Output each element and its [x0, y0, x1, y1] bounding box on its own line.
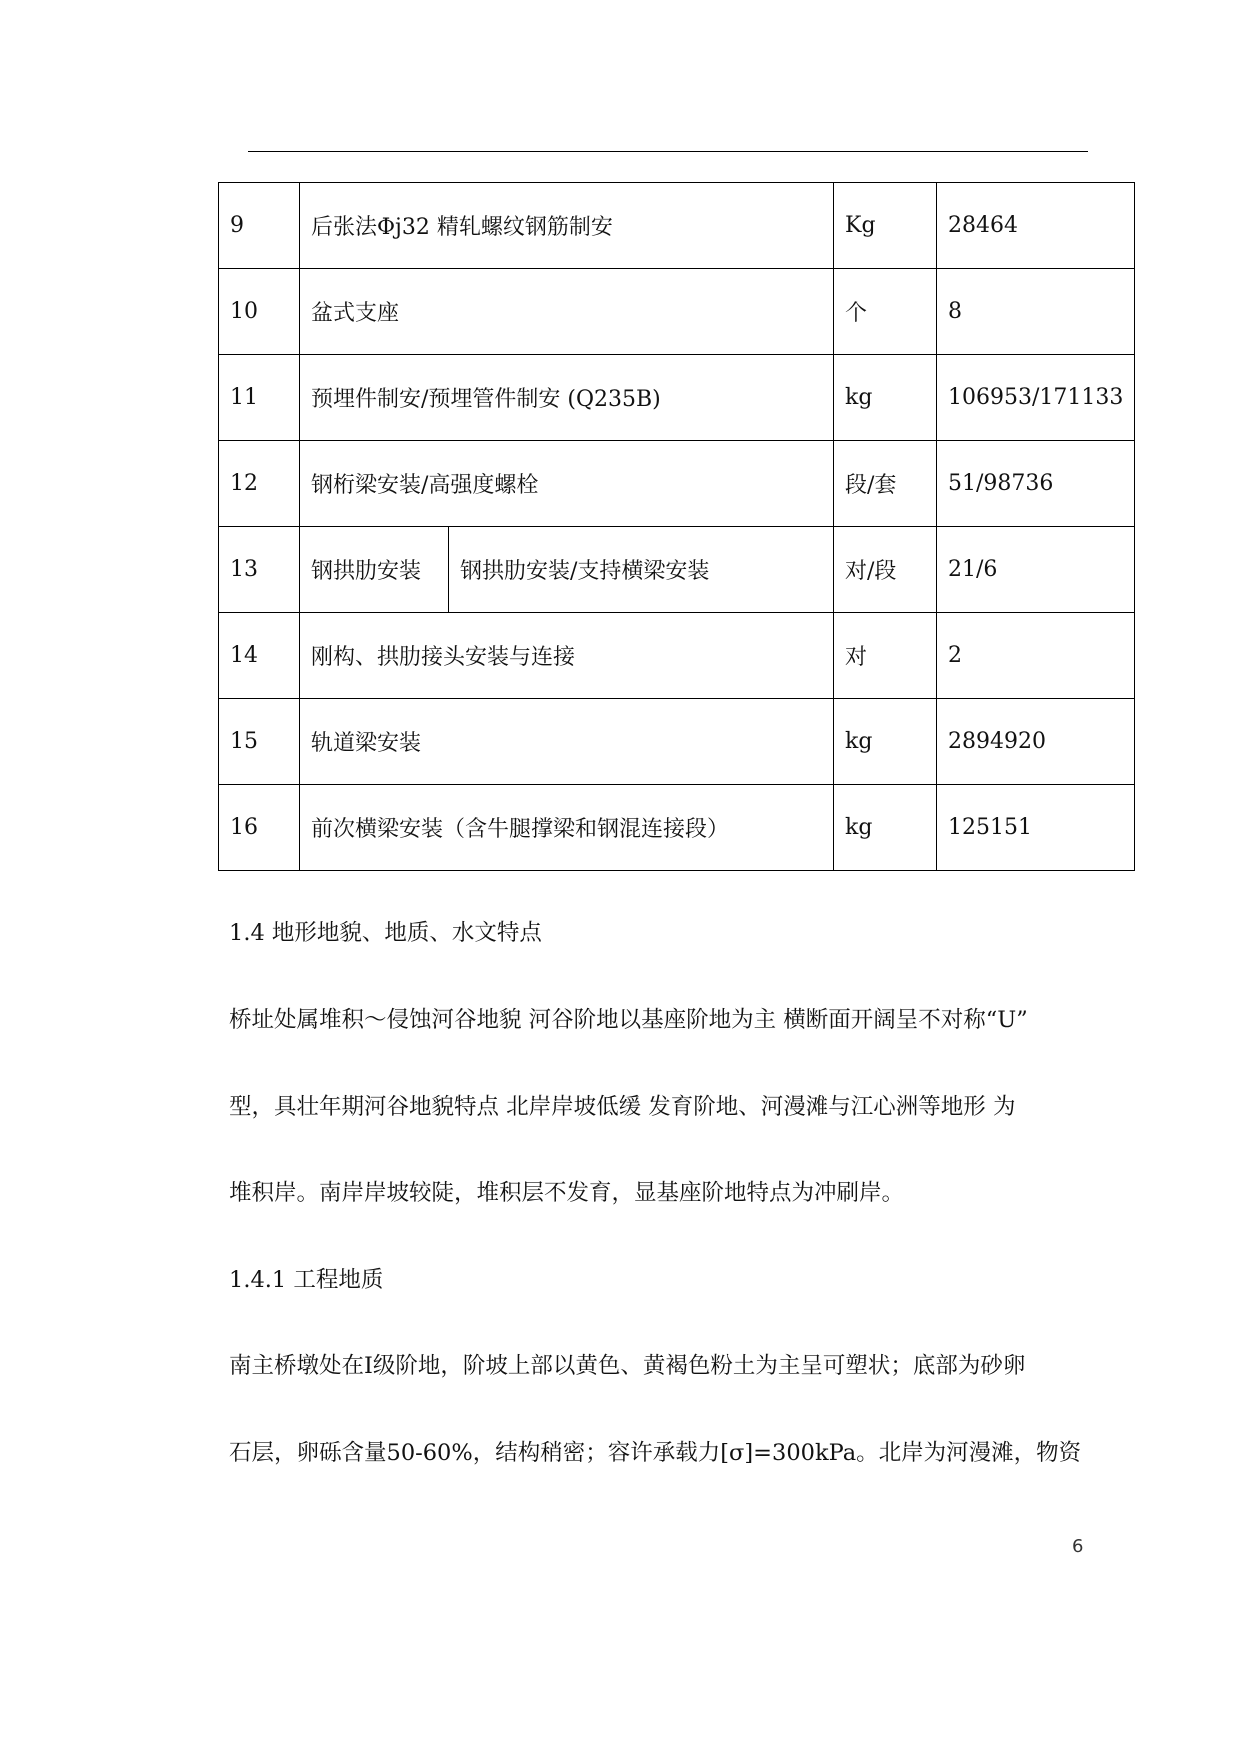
- paragraph-line: 南主桥墩处在Ⅰ级阶地，阶坡上部以黄色、黄褐色粉土为主呈可塑状；底部为砂卵: [229, 1353, 1026, 1379]
- paragraph-line: 堆积岸。南岸岸坡较陡，堆积层不发育，显基座阶地特点为冲刷岸。: [229, 1180, 905, 1206]
- header-rule: [248, 151, 1088, 152]
- table-row: [219, 785, 1135, 871]
- item-unit: kg: [834, 699, 937, 785]
- table-row: [219, 441, 1135, 527]
- item-name: 钢拱肋安装/支持横梁安装: [449, 527, 834, 613]
- row-number: 11: [219, 355, 300, 441]
- item-name: 预埋件制安/预埋管件制安 (Q235B): [300, 355, 834, 441]
- paragraph-line: 桥址处属堆积～侵蚀河谷地貌 河谷阶地以基座阶地为主 横断面开阔呈不对称“U”: [229, 1007, 1028, 1033]
- table-row: [219, 527, 1135, 613]
- item-unit: 对/段: [834, 527, 937, 613]
- quantity-table: [218, 182, 1135, 871]
- row-number: 15: [219, 699, 300, 785]
- section-heading-1-4-1: 1.4.1 工程地质: [229, 1267, 384, 1293]
- table-row: [219, 183, 1135, 269]
- row-number: 14: [219, 613, 300, 699]
- table-row: [219, 355, 1135, 441]
- item-category: 钢拱肋安装: [300, 527, 449, 613]
- item-quantity: 106953/171133: [937, 355, 1135, 441]
- item-quantity: 28464: [937, 183, 1135, 269]
- item-name: 钢桁梁安装/高强度螺栓: [300, 441, 834, 527]
- item-name: 盆式支座: [300, 269, 834, 355]
- item-quantity: 2894920: [937, 699, 1135, 785]
- row-number: 16: [219, 785, 300, 871]
- item-quantity: 125151: [937, 785, 1135, 871]
- item-unit: 段/套: [834, 441, 937, 527]
- item-name: 前次横梁安装（含牛腿撑梁和钢混连接段）: [300, 785, 834, 871]
- item-name: 后张法Φj32 精轧螺纹钢筋制安: [300, 183, 834, 269]
- paragraph-line: 石层，卵砾含量50-60%，结构稍密；容许承载力[σ]=300kPa。北岸为河漫滩，物资: [229, 1440, 1082, 1466]
- row-number: 10: [219, 269, 300, 355]
- section-heading-1-4: 1.4 地形地貌、地质、水文特点: [229, 920, 542, 946]
- item-unit: kg: [834, 355, 937, 441]
- item-unit: kg: [834, 785, 937, 871]
- row-number: 13: [219, 527, 300, 613]
- paragraph-line: 型，具壮年期河谷地貌特点 北岸岸坡低缓 发育阶地、河漫滩与江心洲等地形 为: [229, 1094, 1016, 1120]
- table-row: [219, 699, 1135, 785]
- row-number: 12: [219, 441, 300, 527]
- item-name: 刚构、拱肋接头安装与连接: [300, 613, 834, 699]
- table-row: [219, 269, 1135, 355]
- item-name: 轨道梁安装: [300, 699, 834, 785]
- item-unit: Kg: [834, 183, 937, 269]
- item-quantity: 2: [937, 613, 1135, 699]
- item-quantity: 21/6: [937, 527, 1135, 613]
- item-quantity: 8: [937, 269, 1135, 355]
- row-number: 9: [219, 183, 300, 269]
- item-unit: 对: [834, 613, 937, 699]
- table-row: [219, 613, 1135, 699]
- page-number: 6: [1072, 1536, 1084, 1557]
- item-quantity: 51/98736: [937, 441, 1135, 527]
- item-unit: 个: [834, 269, 937, 355]
